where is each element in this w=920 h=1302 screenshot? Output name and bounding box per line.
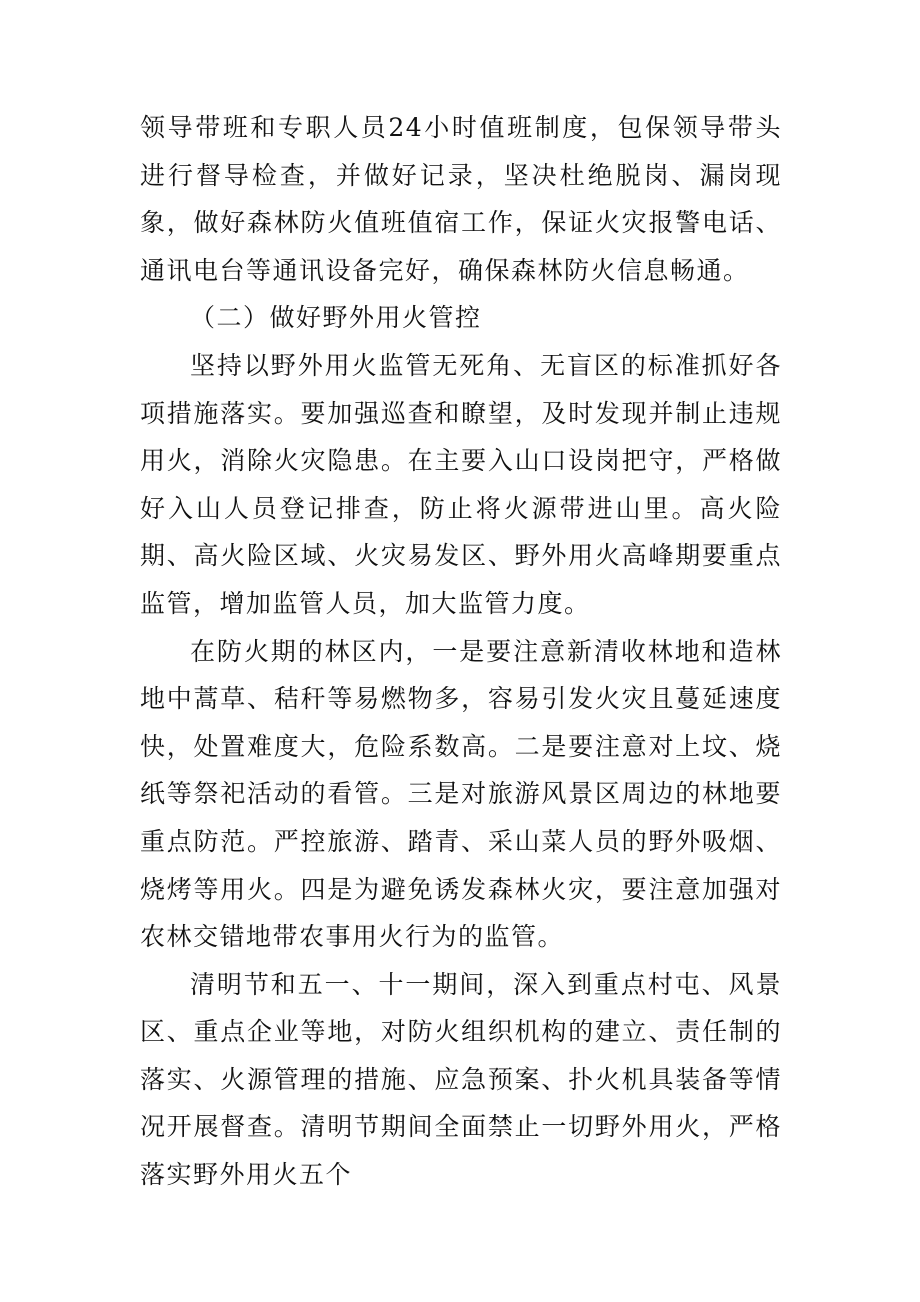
paragraph: 在防火期的林区内，一是要注意新清收林地和造林地中蒿草、秸秆等易燃物多，容易引发火灾且蔓延速度快，处置难度大，危险系数高。二是要注意对上坟、烧纸等祭祀活动的看管。三是对旅游风景区周边的林地要重点防范。严控旅游、踏青、采山菜人员的野外吸烟、烧烤等用火。四是为避免诱发森林火灾，要注意加强对农林交错地带农事用火行为的监管。 (140, 636, 782, 952)
document-body (140, 104, 782, 1199)
section-heading: （二）做好野外用火管控 (190, 303, 482, 333)
paragraph: 坚持以野外用火监管无死角、无盲区的标准抓好各项措施落实。要加强巡查和瞭望，及时发现并制止违规用火，消除火灾隐患。在主要入山口设岗把守，严格做好入山人员登记排查，防止将火源带进山里。高火险期、高火险区域、火灾易发区、野外用火高峰期要重点监管，增加监管人员，加大监管力度。 (140, 350, 782, 618)
paragraph: 清明节和五一、十一期间，深入到重点村屯、风景区、重点企业等地，对防火组织机构的建立、责任制的落实、火源管理的措施、应急预案、扑火机具装备等情况开展督查。清明节期间全面禁止一切野外用火，严格落实野外用火五个 (140, 969, 782, 1190)
paragraph-continuation: 领导带班和专职人员24小时值班制度，包保领导带头进行督导检查，并做好记录，坚决杜绝脱岗、漏岗现象，做好森林防火值班值宿工作，保证火灾报警电话、通讯电台等通讯设备完好，确保森林防火信息畅通。 (140, 113, 782, 285)
